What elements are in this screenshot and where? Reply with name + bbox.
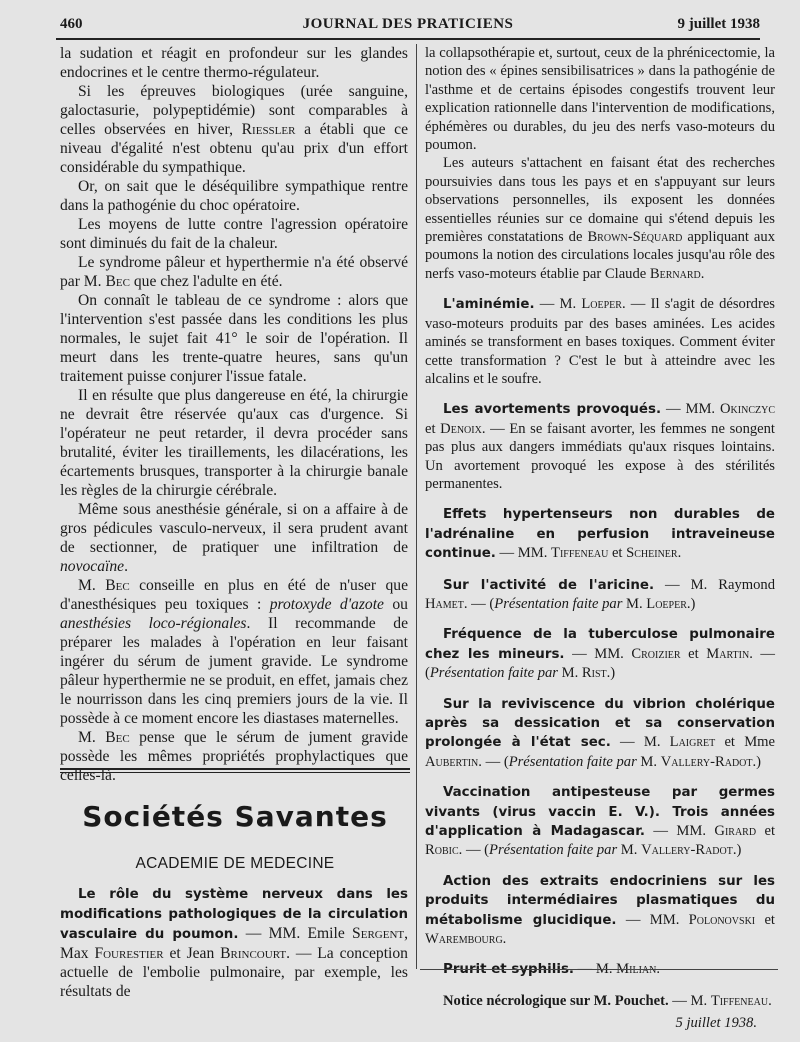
author-name: Tiffeneau xyxy=(551,545,609,562)
author-name: Bec xyxy=(105,729,130,746)
author-name: Riessler xyxy=(241,121,296,138)
paragraph: On connaît le tableau de ce syndrome : alors que l'intervention s'est passée dans les conditions les plus normales, le sujet fait 41° le soir de l'opération. Il meurt dans les trente-quatre heures, sans qu'un traitement puisse conjurer l'issue fatale. xyxy=(60,292,408,385)
author-name: Okinczyc xyxy=(720,401,775,418)
issue-date: 9 juillet 1938 xyxy=(677,16,760,32)
bottom-rule xyxy=(420,969,778,970)
left-column xyxy=(60,44,408,785)
presentation-note: Présentation faite par xyxy=(429,665,558,682)
author-name: Croizier xyxy=(631,645,681,662)
article-title: Le rôle du système nerveux dans les modifications pathologiques de la circulation vasculaire du poumon. xyxy=(60,887,408,942)
communication-title: Vaccination antipesteuse par germes vivants (virus vaccin E. V.). Trois années d'application à Madagascar. xyxy=(425,785,775,840)
paragraph: Les auteurs s'attachent en faisant état des recherches poursuivies dans tous les pays et en s'appuyant sur leurs observations personnelles, ils exposent les données essentielles réunies sur ce domaine qui s'étend depuis les premières constatations de Brown-Séquard appliquant aux poumons la notion des circulations locales jusqu'au rôle des nerfs vaso-moteurs établie par Claude Bernard. xyxy=(425,155,775,282)
author-name: Loeper xyxy=(646,595,687,612)
academy-heading: ACADEMIE DE MEDECINE xyxy=(135,855,335,872)
author-name: Bernard xyxy=(649,265,701,282)
author-name: Scheiner xyxy=(626,545,678,562)
journal-title: JOURNAL DES PRATICIENS xyxy=(302,16,514,32)
section-title: Sociétés Savantes xyxy=(82,800,388,833)
author-name: Tiffeneau xyxy=(710,992,769,1009)
paragraph: la sudation et réagit en profondeur sur les glandes endocrines et le centre thermo-régulateur. xyxy=(60,45,408,81)
paragraph: M. Bec pense que le sérum de jument gravide possède les mêmes propriétés prophylactiques que celles-là. xyxy=(60,729,408,784)
author-name: Polonovski xyxy=(688,911,756,928)
italic-term: novocaïne xyxy=(60,558,125,575)
communication-item: L'aminémie. — M. Loeper. — Il s'agit de désordres vaso-moteurs produits par des bases aminées. Les acides aminés se transforment en bases toxiques. Comment éviter cette transformation ? C'est le but à atteindre avec les alcalins et le soufre. xyxy=(425,296,775,387)
communication-title: Fréquence de la tuberculose pulmonaire chez les mineurs. xyxy=(425,627,775,662)
communication-title: L'aminémie. xyxy=(443,297,535,313)
paragraph: Or, on sait que le déséquilibre sympathique rentre dans la pathogénie du choc opératoire. xyxy=(60,178,408,214)
author-name: Martin xyxy=(706,645,750,662)
author-name: Loeper xyxy=(581,296,622,313)
communication-title: Sur l'activité de l'aricine. xyxy=(443,577,655,593)
right-column xyxy=(425,44,775,1033)
author-name: Bec xyxy=(105,577,130,594)
author-name: Denoix xyxy=(440,420,482,437)
communication-title: Prurit et syphilis. xyxy=(443,962,574,978)
communication-item: Sur la reviviscence du vibrion cholérique après sa dessication et sa conservation prolongée à l'état sec. — M. Laigret et Mme Aubertin. — (Présentation faite par M. Vallery-Radot.) xyxy=(425,696,775,770)
report-date: 5 juillet 1938. xyxy=(675,1015,757,1032)
communication-item: Action des extraits endocriniens sur les produits intermédiaires plasmatiques du métabolisme glucidique. — MM. Polonovski et Warembourg. xyxy=(425,873,775,948)
paragraph: Les moyens de lutte contre l'agression opératoire sont diminués du fait de la chaleur. xyxy=(60,216,408,252)
communication-title: Les avortements provoqués. xyxy=(443,402,662,418)
page-header xyxy=(56,14,760,36)
page-number: 460 xyxy=(60,16,83,32)
column-divider xyxy=(416,44,417,969)
author-name: Hamet xyxy=(425,595,464,612)
italic-term: protoxyde d'azote xyxy=(269,596,384,613)
presentation-note: Présentation faite par xyxy=(508,753,637,770)
author-name: Laigret xyxy=(669,734,716,751)
communication-title: Sur la reviviscence du vibrion cholérique après sa dessication et sa conservation prolongée à l'état sec. xyxy=(425,696,775,751)
section-divider xyxy=(60,768,410,773)
author-name: Aubertin xyxy=(425,753,479,770)
author-name: Fourestier xyxy=(94,945,164,962)
author-name: Brincourt xyxy=(220,945,287,962)
author-name: Vallery-Radot xyxy=(641,842,733,859)
communication-title: Effets hypertenseurs non durables de l'adrénaline en perfusion intraveineuse continue. xyxy=(425,507,775,562)
communication-title: Action des extraits endocriniens sur les produits intermédiaires plasmatiques du métabolisme glucidique. xyxy=(425,873,775,928)
paragraph: Il en résulte que plus dangereuse en été, la chirurgie ne devrait être réservée qu'aux cas d'urgence. Si l'opérateur ne peut retarder, il devra procéder sans brutalité, éviter les tiraillements, les dilacérations, les écartements brusques, transporter à la chirurgie banale les règles de la chirurgie cérébrale. xyxy=(60,387,408,499)
paragraph: Même sous anesthésie générale, si on a affaire à de gros pédicules vasculo-nerveux, il sera prudent avant de sectionner, de pratiquer une infiltration de novocaïne. xyxy=(60,501,408,575)
header-rule xyxy=(56,38,760,40)
academy-article: Le rôle du système nerveux dans les modifications pathologiques de la circulation vasculaire du poumon. — MM. Emile Sergent, Max Fourestier et Jean Brincourt. — La conception actuelle de l'embolie pulmonaire, par exemple, les résultats de xyxy=(60,887,409,1000)
author-name: Girard xyxy=(714,823,757,840)
paragraph: la collapsothérapie et, surtout, ceux de la phrénicectomie, la notion des « épines sensibilisatrices » dans la pathogénie de l'asthme et de certains épisodes congestifs trouvent leur explication rationnelle dans l'intervention de modifications, éphémères ou durables, du jeu des nerfs vaso-moteurs du poumon. xyxy=(425,45,775,154)
paragraph: Le syndrome pâleur et hyperthermie n'a été observé par M. Bec que chez l'adulte en été. xyxy=(60,254,408,290)
author-name: Milian xyxy=(616,961,657,978)
author-name: Bec xyxy=(105,273,130,290)
communication-item: Vaccination antipesteuse par germes vivants (virus vaccin E. V.). Trois années d'application à Madagascar. — MM. Girard et Robic. — (Présentation faite par M. Vallery-Radot.) xyxy=(425,785,776,859)
presentation-note: Présentation faite par xyxy=(489,842,618,859)
author-name: Vallery-Radot xyxy=(660,753,753,770)
communication-item: Effets hypertenseurs non durables de l'adrénaline en perfusion intraveineuse continue. — MM. Tiffeneau et Scheiner. xyxy=(425,507,775,562)
paragraph: M. Bec conseille en plus en été de n'user que d'anesthésiques peu toxiques : protoxyde d'azote ou anesthésies loco-régionales. Il recommande de préparer les malades à l'opération en leur faisant ingérer du sérum de jument gravide. Le syndrome pâleur hyperthermie ne se produit, en effet, jamais chez le nourrisson dans les cinq premiers jours de la vie. Il possède à ce moment encore les diastases maternelles. xyxy=(60,577,409,727)
author-name: Rist xyxy=(581,665,607,682)
communication-title: Notice nécrologique sur M. Pouchet. xyxy=(443,992,669,1009)
communication-item: Notice nécrologique sur M. Pouchet. — M. Tiffeneau. xyxy=(443,992,772,1009)
author-name: Robic xyxy=(425,842,459,859)
presentation-note: Présentation faite par xyxy=(494,595,623,612)
author-name: Sergent xyxy=(352,925,405,942)
communication-item: Les avortements provoqués. — MM. Okinczyc et Denoix. — En se faisant avorter, les femmes ne songent pas plus aux dangers immédiats qu'aux risques lointains. Un avortement provoqué les expose à des stérilités permanentes. xyxy=(425,401,775,492)
author-name: Brown-Séquard xyxy=(587,229,683,246)
communication-item: Sur l'activité de l'aricine. — M. Raymond Hamet. — (Présentation faite par M. Loeper.) xyxy=(425,576,775,612)
author-name: Warembourg xyxy=(425,931,503,948)
communication-item: Prurit et syphilis. — M. Milian. xyxy=(443,961,661,978)
communication-item: Fréquence de la tuberculose pulmonaire chez les mineurs. — MM. Croizier et Martin. — (Présentation faite par M. Rist.) xyxy=(425,627,775,682)
paragraph: Si les épreuves biologiques (urée sanguine, galoctasurie, polypeptidémie) sont comparables à celles observées en hiver, Riessler a établi que ce niveau d'égalité n'est obtenu qu'au prix d'un effort considérable du sympathique. xyxy=(60,83,409,176)
italic-term: anesthésies loco-régionales xyxy=(60,615,247,632)
